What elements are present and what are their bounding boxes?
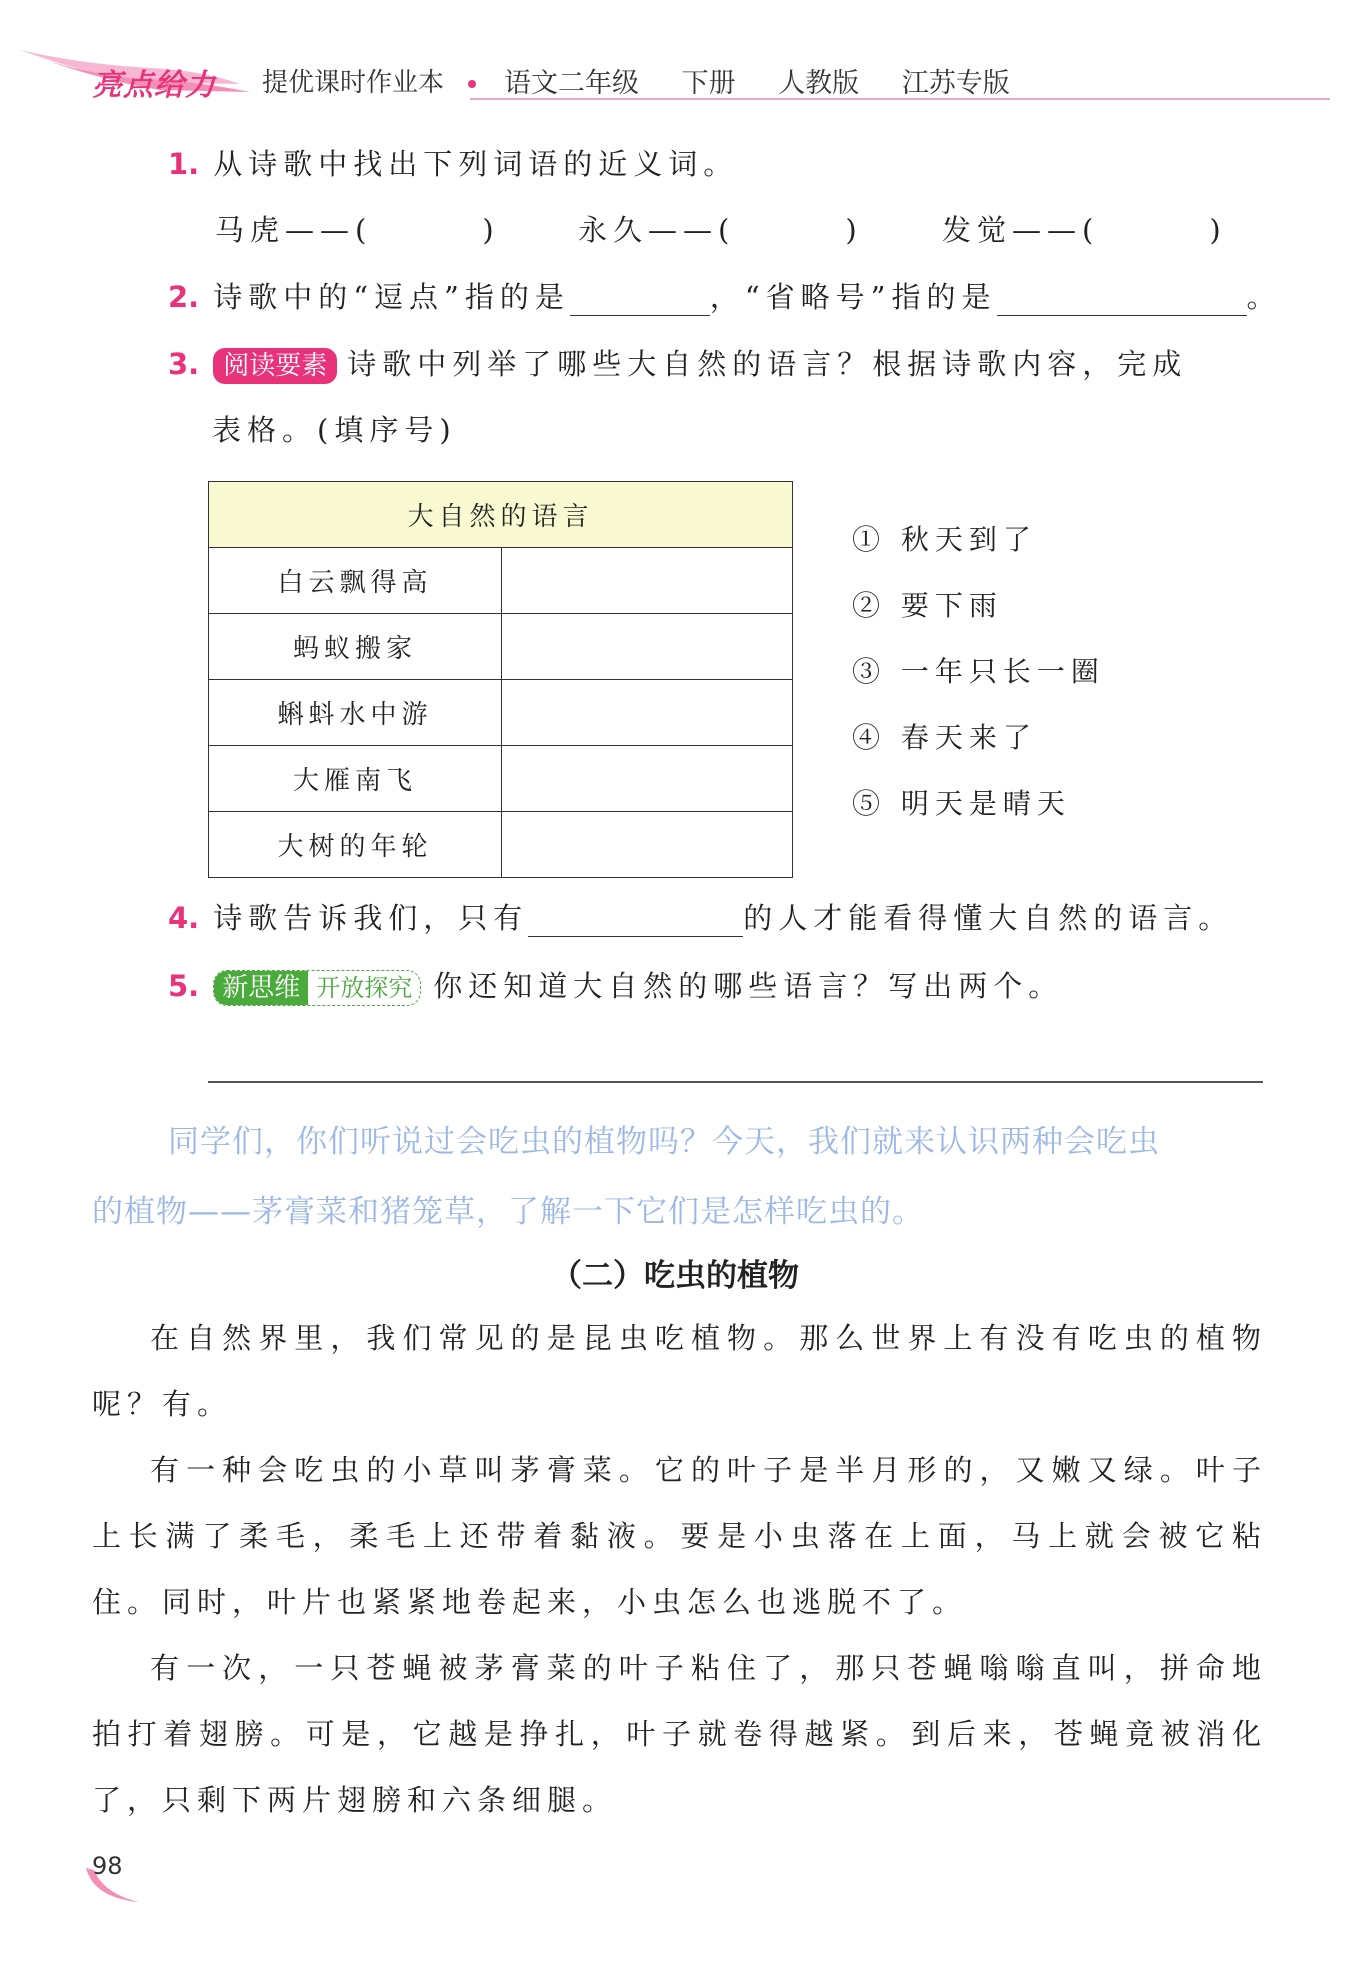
question-3-line-2: 表格。(填序号) (212, 413, 457, 447)
option-5: ⑤ 明天是晴天 (852, 787, 1071, 820)
answer-cell[interactable] (502, 548, 793, 614)
page-header (0, 40, 1350, 110)
option-1: ① 秋天到了 (852, 523, 1037, 556)
table-header: 大自然的语言 (209, 482, 793, 548)
word-3: 发觉——( (942, 213, 1100, 247)
question-1-words-2: 永久——( ) (578, 213, 863, 247)
answer-blank[interactable] (997, 285, 1247, 316)
table-row: 大雁南飞 (209, 746, 793, 812)
intro-line-1: 同学们，你们听说过会吃虫的植物吗？今天，我们就来认识两种会吃虫 (168, 1124, 1160, 1160)
question-1-words-3: 发觉——( ) (942, 213, 1227, 247)
intro-line-2: 的植物——茅膏菜和猪笼草，了解一下它们是怎样吃虫的。 (92, 1194, 924, 1230)
option-3: ③ 一年只长一圈 (852, 655, 1105, 688)
option-4: ④ 春天来了 (852, 721, 1037, 754)
answer-options (852, 518, 1105, 848)
edition-label: 人教版 (778, 68, 860, 99)
passage-title: （二）吃虫的植物 (551, 1258, 799, 1294)
table-row: 蚂蚁搬家 (209, 614, 793, 680)
question-number: 3. (168, 347, 200, 381)
answer-cell[interactable] (502, 680, 793, 746)
series-title: 提优课时作业本 (262, 68, 445, 98)
answer-cell[interactable] (502, 812, 793, 878)
reading-element-tag: 阅读要素 (213, 348, 337, 384)
answer-blank[interactable] (570, 285, 710, 316)
paragraph: 有一种会吃虫的小草叫茅膏菜。它的叶子是半月形的，又嫩又绿。叶子上长满了柔毛，柔毛上还带着黏液。要是小虫落在上面，马上就会被它粘住。同时，叶片也紧紧地卷起来，小虫怎么也逃脱不了。 (92, 1453, 1267, 1619)
question-2: 2. 诗歌中的“逗点”指的是 ，“省略号”指的是 。 (168, 280, 1282, 314)
header-dot (468, 80, 476, 88)
question-1-words: 马虎——( ) (215, 213, 500, 247)
question-number: 5. (168, 969, 200, 1003)
new-thinking-tag: 新思维 开放探究 (213, 970, 421, 1006)
brand-logo: 亮点给力 (92, 68, 216, 103)
question-text: 从诗歌中找出下列词语的近义词。 (213, 147, 739, 181)
header-info (504, 61, 1044, 100)
paragraph: 有一次，一只苍蝇被茅膏菜的叶子粘住了，那只苍蝇嗡嗡直叫，拼命地拍打着翅膀。可是，它越是挣扎，叶子就卷得越紧。到后来，苍蝇竟被消化了，只剩下两片翅膀和六条细腿。 (92, 1651, 1267, 1817)
volume-label: 下册 (681, 68, 736, 99)
answer-line[interactable] (208, 1081, 1263, 1083)
word-1: 马虎——( (215, 213, 373, 247)
paragraph: 在自然界里，我们常见的是昆虫吃植物。那么世界上有没有吃虫的植物呢？有。 (92, 1321, 1267, 1421)
question-number: 1. (168, 147, 200, 181)
option-2: ② 要下雨 (852, 589, 1003, 622)
answer-cell[interactable] (502, 614, 793, 680)
question-number: 2. (168, 280, 200, 314)
subject-label: 语文二年级 (504, 68, 639, 99)
table-row: 大树的年轮 (209, 812, 793, 878)
question-5: 5. 新思维 开放探究 你还知道大自然的哪些语言？写出两个。 (168, 964, 1063, 1006)
table-row: 蝌蚪水中游 (209, 680, 793, 746)
word-2: 永久——( (578, 213, 736, 247)
question-number: 4. (168, 901, 200, 935)
region-label: 江苏专版 (901, 68, 1010, 99)
question-1 (168, 142, 738, 183)
table-row: 白云飘得高 (209, 548, 793, 614)
intro-text (92, 1107, 1272, 1247)
question-4: 4. 诗歌告诉我们，只有 的人才能看得懂大自然的语言。 (168, 901, 1234, 935)
question-3: 3. 阅读要素 诗歌中列举了哪些大自然的语言？根据诗歌内容，完成 (168, 342, 1187, 384)
page-number: 98 (92, 1852, 123, 1880)
passage-body (92, 1305, 1267, 1833)
answer-blank[interactable] (528, 906, 743, 937)
answer-cell[interactable] (502, 746, 793, 812)
nature-language-table (208, 481, 793, 878)
